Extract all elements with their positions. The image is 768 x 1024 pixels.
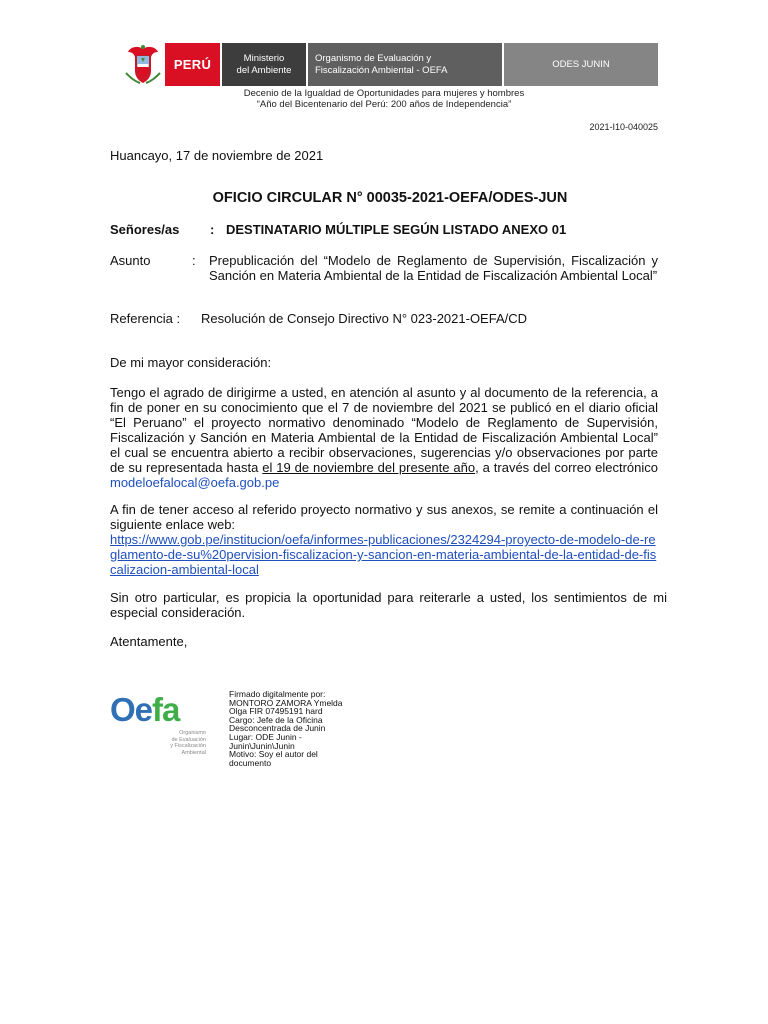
oefa-logo-subtitle: Organismo de Evaluación y Fiscalización Ambiental — [170, 730, 206, 756]
signature-line: Firmado digitalmente por: — [229, 689, 326, 699]
agency-label: Organismo de Evaluación y Fiscalización Ambiental - OEFA — [308, 43, 502, 86]
ministry-label: Ministerio del Ambiente — [222, 43, 306, 86]
subject-value: Prepublicación del “Modelo de Reglamento de Supervisión, Fiscalización y Sanción en Materia Ambiental de la Entidad de Fiscalización Ambiental Local” — [209, 253, 658, 283]
decenio-line-1: Decenio de la Igualdad de Oportunidades para mujeres y hombres — [243, 88, 525, 99]
document-number: 2021-I10-040025 — [589, 122, 658, 132]
closing: Atentamente, — [110, 634, 188, 649]
recipients-colon: : — [210, 222, 215, 237]
peru-label: PERÚ — [165, 43, 220, 86]
recipients-value: DESTINATARIO MÚLTIPLE SEGÚN LISTADO ANEXO 01 — [226, 222, 567, 237]
subject-label: Asunto — [110, 253, 151, 268]
signature-line: Olga FIR 07495191 hard — [229, 706, 323, 717]
place-date: Huancayo, 17 de noviembre de 2021 — [110, 148, 324, 163]
office-label: ODES JUNIN — [504, 43, 658, 86]
paragraph-1 — [110, 385, 658, 490]
signature-line: Lugar: ODE Junin - — [229, 731, 302, 742]
reference-row — [110, 311, 527, 326]
document-title: OFICIO CIRCULAR N° 00035-2021-OEFA/ODES-JUN — [212, 190, 568, 206]
deadline-text: el 19 de noviembre del presente año — [262, 460, 476, 475]
digital-signature — [229, 690, 359, 767]
oefa-logo — [110, 692, 210, 762]
paragraph-1-middle: , a través del correo electrónico — [475, 460, 658, 475]
paragraph-2-text: A fin de tener acceso al referido proyecto normativo y sus anexos, se remite a continuación el siguiente enlace web: — [110, 502, 658, 532]
recipients-label: Señores/as — [110, 222, 180, 237]
signature-line: Motivo: Soy el autor del — [229, 749, 318, 760]
paragraph-1-text: Tengo el agrado de dirigirme a usted, en atención al asunto y al documento de la referencia, a fin de poner en su conocimiento que el 7 de noviembre del 2021 se publicó en el diario oficial “El Peruano” el proyecto normativo denominado “Modelo de Reglamento de Supervisión, Fiscalización y Sanción en Materia Ambiental de la Entidad de Fiscalización Ambiental Local” el cual se encuentra abierto a recibir observaciones, sugerencias y/o observaciones por parte de su representada hasta — [110, 385, 658, 475]
paragraph-2 — [110, 502, 658, 577]
paragraph-3: Sin otro particular, es propicia la oportunidad para reiterarle a usted, los sentimientos de mi especial consideración. — [110, 590, 667, 620]
decenio-line-2: “Año del Bicentenario del Perú: 200 años de Independencia” — [256, 99, 512, 110]
signature-line: Desconcentrada de Junin — [229, 723, 326, 734]
signature-line: Cargo: Jefe de la Oficina — [229, 714, 323, 725]
peru-coat-of-arms-icon — [120, 43, 166, 86]
reference-label: Referencia : — [110, 311, 181, 326]
subject-colon: : — [192, 253, 196, 268]
signature-line: Junin\Junin\Junin — [229, 740, 295, 751]
web-link[interactable]: https://www.gob.pe/institucion/oefa/informes-publicaciones/2324294-proyecto-de-modelo-de-reglamento-de-su%20pervision-fiscalizacion-y-sancion-en-materia-ambiental-de-la-entidad-de-fiscalizacion-ambiental-local — [110, 532, 657, 577]
header-banner — [110, 43, 658, 86]
decenio-heading — [0, 88, 768, 110]
signature-line: MONTORO ZAMORA Ymelda — [229, 697, 343, 708]
salutation: De mi mayor consideración: — [110, 355, 272, 370]
oefa-logo-word: Oefa — [110, 691, 180, 728]
email-link[interactable]: modeloefalocal@oefa.gob.pe — [110, 475, 280, 490]
reference-value: Resolución de Consejo Directivo N° 023-2021-OEFA/CD — [201, 311, 528, 326]
recipients-row — [110, 222, 566, 237]
signature-line: documento — [229, 757, 272, 768]
